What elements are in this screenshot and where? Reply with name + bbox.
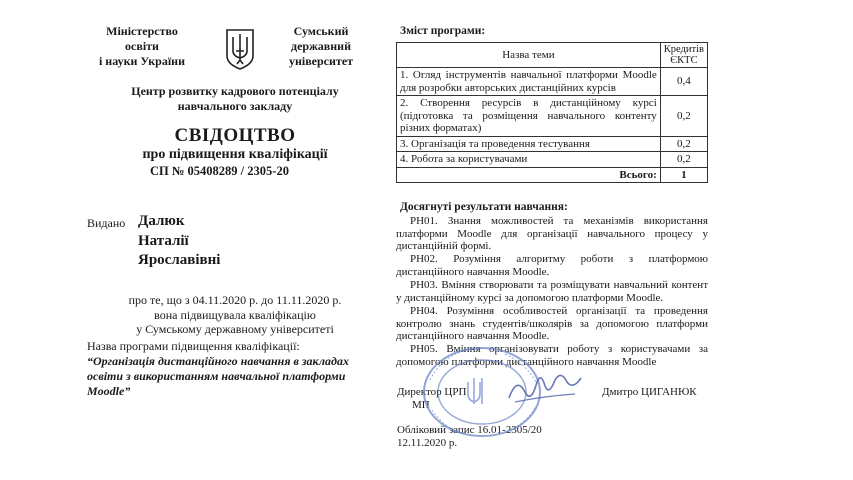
topic-cell: 1. Огляд інструментів навчальної платформи Moodle для розробки авторських дистанційних курсів bbox=[397, 68, 661, 96]
recipient-first-name: Наталії bbox=[138, 233, 189, 249]
center-name bbox=[110, 84, 360, 114]
university-line: Сумський bbox=[293, 24, 349, 38]
director-name: Дмитро ЦИГАНЮК bbox=[602, 386, 697, 398]
result-item: РН03. Вміння створювати та розміщувати навчальний контент у дистанційному курсі за допомогою платформи Moodle. bbox=[396, 279, 708, 304]
ministry-line: Міністерство bbox=[106, 24, 178, 38]
table-row bbox=[397, 152, 708, 168]
topics-table bbox=[396, 42, 708, 183]
ministry-line: освіти bbox=[125, 39, 159, 53]
result-item: РН02. Розуміння алгоритму роботи з платформою дистанційного навчання Moodle. bbox=[396, 253, 708, 278]
table-total-row bbox=[397, 167, 708, 183]
certificate-title: СВІДОЦТВО bbox=[174, 125, 296, 146]
ministry-name bbox=[82, 24, 202, 69]
total-label: Всього: bbox=[397, 167, 661, 183]
contents-heading: Зміст програми: bbox=[400, 25, 486, 37]
results-heading: Досягнуті результати навчання: bbox=[400, 201, 568, 213]
result-item: РН05. Вміння організовувати роботу з користувачами за допомогою платформи дистанційного навчання Moodle bbox=[396, 343, 708, 368]
topic-cell: 2. Створення ресурсів в дистанційному курсі (підготовка та розміщення навчального контенту різних форматах) bbox=[397, 96, 661, 137]
issued-label: Видано bbox=[87, 216, 126, 230]
table-row bbox=[397, 68, 708, 96]
credits-cell: 0,2 bbox=[660, 152, 707, 168]
center-name-line: навчального закладу bbox=[177, 99, 293, 113]
registration-record: Обліковий запис 16.01-2305/20 bbox=[397, 424, 542, 436]
director-label: Директор ЦРП bbox=[397, 386, 467, 398]
registration-date: 12.11.2020 р. bbox=[397, 437, 458, 449]
certificate-number: СП № 05408289 / 2305-20 bbox=[150, 164, 289, 178]
period-line: у Сумському державному університеті bbox=[136, 322, 334, 336]
credits-column-header: Кредитів ЄКТС bbox=[660, 43, 707, 68]
period-line: про те, що з 04.11.2020 р. до 11.11.2020 р. bbox=[128, 293, 342, 307]
seal-label: МП bbox=[412, 399, 430, 411]
table-row bbox=[397, 136, 708, 152]
table-header-row bbox=[397, 43, 708, 68]
university-line: державний bbox=[291, 39, 351, 53]
recipient-patronymic: Ярославівні bbox=[138, 252, 221, 268]
period-line: вона підвищувала кваліфікацію bbox=[154, 307, 316, 322]
period-text bbox=[95, 293, 375, 337]
total-value: 1 bbox=[660, 167, 707, 183]
signature-icon bbox=[505, 368, 585, 408]
credits-cell: 0,4 bbox=[660, 68, 707, 96]
program-label: Назва програми підвищення кваліфікації: bbox=[87, 339, 300, 353]
trident-icon bbox=[224, 27, 256, 71]
university-line: університет bbox=[288, 54, 354, 68]
program-name: “Організація дистанційного навчання в закладах освіти з використанням навчальної платформи Moodle” bbox=[87, 354, 349, 398]
topic-column-header: Назва теми bbox=[397, 43, 661, 68]
certificate-subtitle: про підвищення кваліфікації bbox=[142, 147, 328, 162]
credits-cell: 0,2 bbox=[660, 96, 707, 137]
result-item: РН04. Розуміння особливостей організації та проведення контролю знань студентів/школярів за допомогою платформи дистанційного навчання Moodle. bbox=[396, 305, 708, 342]
result-item: РН01. Знання можливостей та механізмів використання платформи Moodle для організації навчального процесу у дистанційній формі. bbox=[396, 215, 708, 252]
recipient-surname: Далюк bbox=[138, 213, 185, 229]
center-name-line: Центр розвитку кадрового потенціалу bbox=[131, 84, 339, 98]
table-row bbox=[397, 96, 708, 137]
credits-cell: 0,2 bbox=[660, 136, 707, 152]
topic-cell: 4. Робота за користувачами bbox=[397, 152, 661, 168]
topic-cell: 3. Організація та проведення тестування bbox=[397, 136, 661, 152]
ministry-line: і науки України bbox=[98, 54, 186, 68]
university-name bbox=[275, 24, 367, 69]
